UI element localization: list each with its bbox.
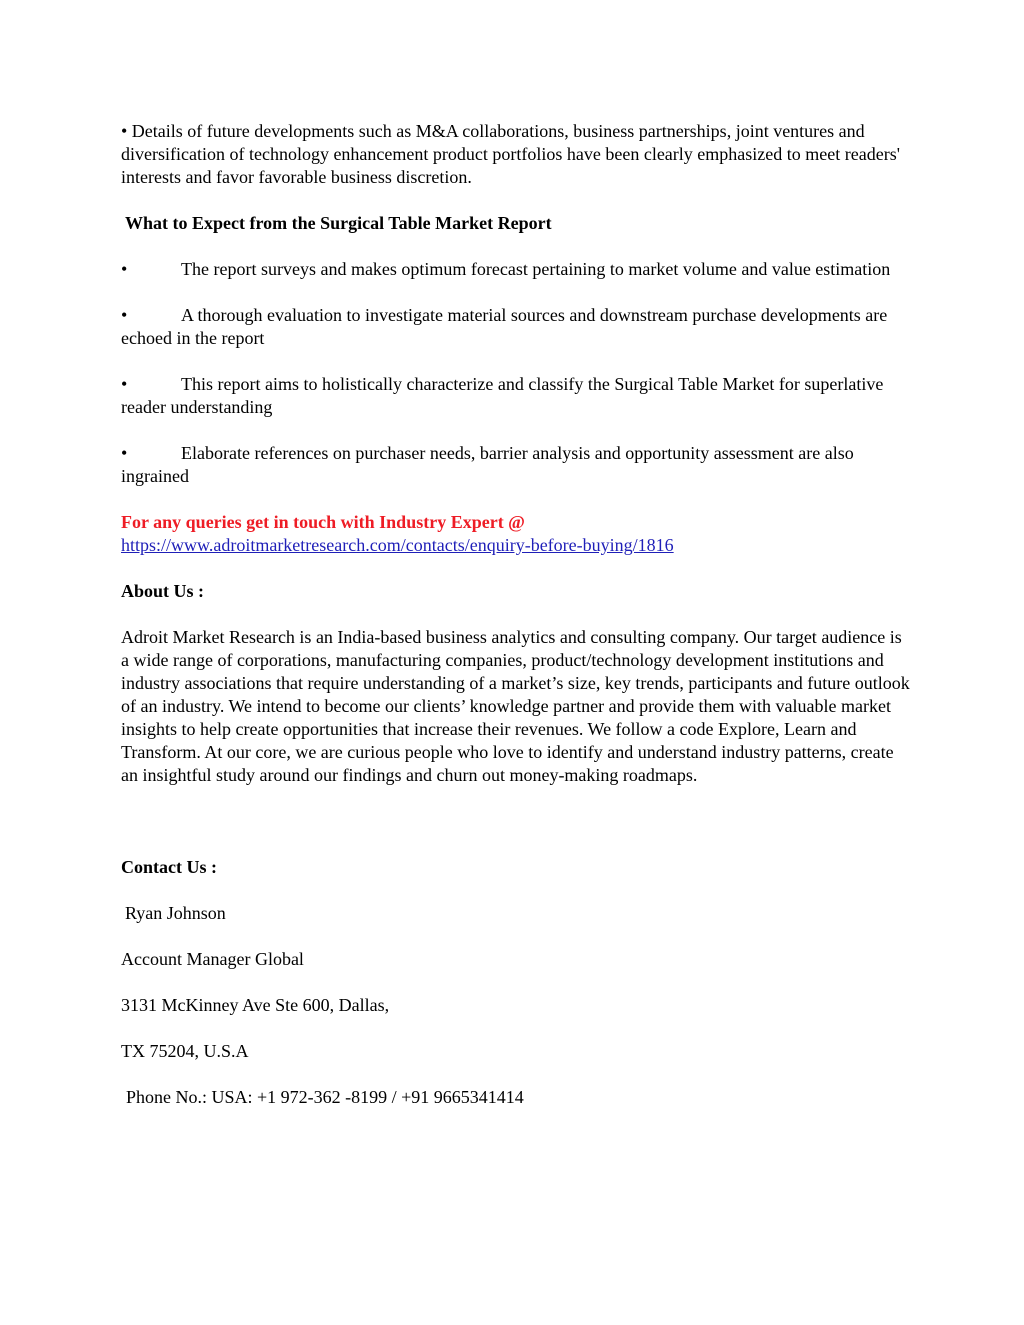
enquiry-link[interactable]: https://www.adroitmarketresearch.com/contacts/enquiry-before-buying/1816	[121, 535, 674, 555]
bullet-item-1	[121, 258, 911, 281]
contact-name: Ryan Johnson	[125, 903, 226, 923]
bullet-mark: •	[121, 259, 128, 279]
bullet-mark: •	[121, 374, 128, 394]
document-page	[121, 120, 911, 1132]
bullet-text: The report surveys and makes optimum forecast pertaining to market volume and value estimation	[181, 259, 891, 279]
bullet-text: This report aims to holistically characterize and classify the Surgical Table Market for superlative reader understanding	[121, 374, 884, 417]
contact-address-line1: 3131 McKinney Ave Ste 600, Dallas,	[121, 995, 390, 1015]
bullet-text: A thorough evaluation to investigate material sources and downstream purchase developments are echoed in the report	[121, 305, 888, 348]
contact-address-line2: TX 75204, U.S.A	[121, 1041, 249, 1061]
bullet-mark: •	[121, 443, 128, 463]
bullet-item-4	[121, 442, 911, 488]
about-body: Adroit Market Research is an India-based business analytics and consulting company. Our target audience is a wide range of corporations, manufacturing companies, product/technology development institutions and industry associations that require understanding of a market’s size, key trends, participants and future outlook of an industry. We intend to become our clients’ knowledge partner and provide them with valuable market insights to help create opportunities that increase their revenues. We follow a code Explore, Learn and Transform. At our core, we are curious people who love to identify and understand industry patterns, create an insightful study around our findings and churn out money-making roadmaps.	[121, 627, 910, 785]
about-heading: About Us :	[121, 581, 205, 601]
bullet-text: Elaborate references on purchaser needs, barrier analysis and opportunity assessment are also ingrained	[121, 443, 854, 486]
contact-phone: Phone No.: USA: +1 972-362 -8199 / +91 9665341414	[126, 1087, 524, 1107]
bullet-item-3	[121, 373, 911, 419]
expect-heading: What to Expect from the Surgical Table Market Report	[125, 213, 552, 233]
queries-link-line	[121, 534, 911, 557]
section-spacer	[121, 810, 911, 856]
bullet-item-2	[121, 304, 911, 350]
queries-label: For any queries get in touch with Industry Expert @	[121, 512, 525, 532]
contact-heading: Contact Us :	[121, 857, 217, 877]
intro-paragraph: • Details of future developments such as M&A collaborations, business partnerships, joint ventures and diversification of technology enhancement product portfolios have been clearly emphasized to meet readers' interests and favor favorable business discretion.	[121, 121, 900, 187]
contact-title: Account Manager Global	[121, 949, 304, 969]
bullet-mark: •	[121, 305, 128, 325]
